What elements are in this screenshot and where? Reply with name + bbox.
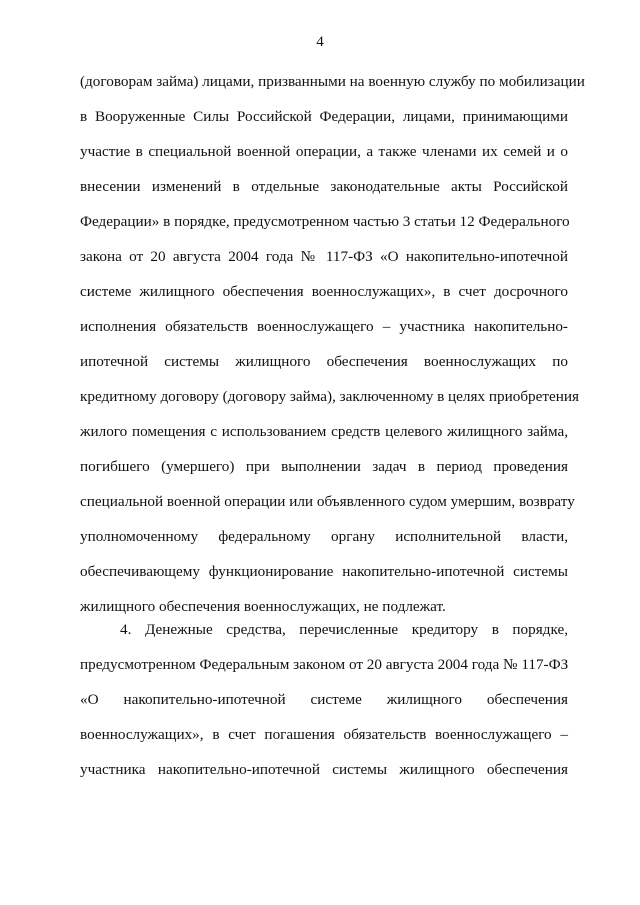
text-line: предусмотренном Федеральным законом от 20 августа 2004 года № 117-ФЗ	[80, 656, 569, 673]
text-line: специальной военной операции или объявленного судом умершим, возврату	[80, 493, 575, 510]
paragraph-continued	[80, 64, 585, 624]
text-line: в Вооруженные Силы Российской Федерации, лицами, принимающими	[80, 108, 568, 125]
text-line: закона от 20 августа 2004 года № 117-ФЗ «О накопительно-ипотечной	[80, 248, 568, 265]
paragraph-4	[80, 612, 568, 787]
page-number: 4	[316, 34, 324, 50]
text-line: военнослужащих», в счет погашения обязательств военнослужащего –	[80, 726, 568, 743]
text-line: системе жилищного обеспечения военнослужащих», в счет досрочного	[80, 283, 568, 300]
text-line: 4. Денежные средства, перечисленные кредитору в порядке,	[120, 621, 568, 638]
text-line: погибшего (умершего) при выполнении задач в период проведения	[80, 458, 568, 475]
text-line: обеспечивающему функционирование накопительно-ипотечной системы	[80, 563, 568, 580]
text-line: участника накопительно-ипотечной системы жилищного обеспечения	[80, 761, 568, 778]
text-line: исполнения обязательств военнослужащего – участника накопительно-	[80, 318, 568, 335]
text-line: Федерации» в порядке, предусмотренном частью 3 статьи 12 Федерального	[80, 213, 570, 230]
text-line: жилищного обеспечения военнослужащих, не подлежат.	[80, 598, 446, 615]
text-line: участие в специальной военной операции, а также членами их семей и о	[80, 143, 568, 160]
text-line: внесении изменений в отдельные законодательные акты Российской	[80, 178, 568, 195]
text-line: жилого помещения с использованием средств целевого жилищного займа,	[80, 423, 568, 440]
text-line: кредитному договору (договору займа), заключенному в целях приобретения	[80, 388, 580, 405]
text-line: уполномоченному федеральному органу исполнительной власти,	[80, 528, 568, 545]
text-line: (договорам займа) лицами, призванными на военную службу по мобилизации	[80, 73, 585, 90]
text-line: «О накопительно-ипотечной системе жилищного обеспечения	[80, 691, 568, 708]
text-line: ипотечной системы жилищного обеспечения военнослужащих по	[80, 353, 568, 370]
